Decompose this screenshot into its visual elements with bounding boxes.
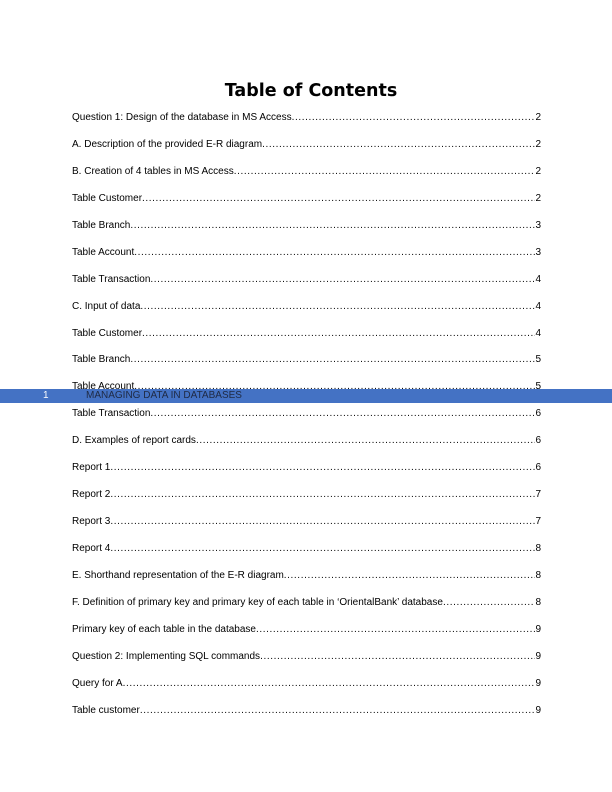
toc-entry[interactable] <box>72 650 541 677</box>
toc-entry-text: Report 4 <box>72 543 111 554</box>
dot-leader <box>110 461 535 475</box>
toc-entry-text: D. Examples of report cards <box>72 435 196 447</box>
toc-entry[interactable] <box>72 111 541 138</box>
toc-entry[interactable] <box>72 677 541 704</box>
toc-entry-page: 6 <box>535 435 541 447</box>
toc-entry-text: Query for A <box>72 677 123 689</box>
toc-entry[interactable] <box>72 138 541 165</box>
dot-leader <box>140 704 536 718</box>
dot-leader <box>123 677 536 691</box>
dot-leader <box>110 515 535 529</box>
dot-leader <box>110 542 535 556</box>
toc-entry-page: 7 <box>535 516 541 528</box>
toc-entry-text: Report 1 <box>72 462 111 474</box>
toc-entry-page: 4 <box>535 273 541 285</box>
toc-list <box>72 111 541 731</box>
dot-leader <box>130 353 535 367</box>
toc-title: Table of Contents <box>224 81 398 101</box>
toc-entry-page: 6 <box>535 462 541 474</box>
toc-entry-page: 9 <box>535 677 541 689</box>
running-title: MANAGING DATA IN DATABASES <box>86 390 242 401</box>
dot-leader <box>140 300 535 314</box>
dot-leader <box>134 380 535 394</box>
toc-entry-page: 5 <box>535 354 541 366</box>
dot-leader <box>134 246 535 260</box>
toc-entry-text: Table Transaction <box>72 408 151 420</box>
dot-leader <box>262 138 535 152</box>
toc-entry-text: Report 2 <box>72 489 111 501</box>
toc-entry-text: A. Description of the provided E-R diagram <box>72 138 263 150</box>
toc-entry[interactable] <box>72 623 541 650</box>
dot-leader <box>142 327 535 341</box>
toc-entry-page: 5 <box>535 381 541 393</box>
toc-entry[interactable] <box>72 542 541 569</box>
toc-entry-page: 4 <box>535 300 541 312</box>
toc-entry-text: F. Definition of primary key and primary key of each table in ‘OrientalBank’ database <box>72 596 443 608</box>
toc-entry[interactable] <box>72 407 541 434</box>
toc-entry[interactable] <box>72 488 541 515</box>
toc-entry[interactable] <box>72 273 541 300</box>
toc-entry-page: 9 <box>535 650 541 662</box>
toc-entry-page: 8 <box>535 569 541 581</box>
dot-leader <box>260 650 535 664</box>
toc-entry[interactable] <box>72 165 541 192</box>
toc-entry[interactable] <box>72 704 541 731</box>
toc-entry-page: 4 <box>535 327 541 339</box>
dot-leader <box>284 569 536 583</box>
toc-entry-page: 6 <box>535 408 541 420</box>
toc-entry[interactable] <box>72 300 541 327</box>
toc-entry-page: 3 <box>535 219 541 231</box>
toc-entry-page: 3 <box>535 246 541 258</box>
toc-entry-text: Report 3 <box>72 516 111 528</box>
toc-entry-text: Table Transaction <box>72 273 151 285</box>
toc-entry-page: 2 <box>535 138 541 150</box>
dot-leader <box>196 434 536 448</box>
toc-entry-page: 9 <box>535 623 541 635</box>
toc-entry[interactable] <box>72 246 541 273</box>
toc-entry[interactable] <box>72 569 541 596</box>
toc-entry-text: Table Branch <box>72 219 131 231</box>
toc-entry-text: B. Creation of 4 tables in MS Access <box>72 165 234 177</box>
dot-leader <box>150 273 535 287</box>
toc-entry[interactable] <box>72 353 541 380</box>
toc-entry-page: 8 <box>535 543 541 554</box>
dot-leader <box>292 111 536 125</box>
toc-entry-page: 7 <box>535 489 541 501</box>
toc-entry[interactable] <box>72 461 541 488</box>
toc-entry-text: Table Branch <box>72 354 131 366</box>
toc-entry[interactable] <box>72 515 541 542</box>
dot-leader <box>110 488 535 502</box>
toc-entry-page: 2 <box>535 192 541 204</box>
dot-leader <box>150 407 535 421</box>
toc-entry-page: 2 <box>535 165 541 177</box>
toc-entry[interactable] <box>72 219 541 246</box>
toc-entry[interactable] <box>72 192 541 219</box>
toc-entry-page: 8 <box>535 596 541 608</box>
dot-leader <box>256 623 535 637</box>
toc-entry-text: Table Account <box>72 381 135 393</box>
page-number: 1 <box>43 390 49 401</box>
toc-entry[interactable] <box>72 596 541 623</box>
toc-entry[interactable] <box>72 434 541 461</box>
toc-entry-text: Table Account <box>72 246 135 258</box>
toc-entry-text: Table Customer <box>72 192 143 204</box>
toc-entry-text: Question 1: Design of the database in MS Access <box>72 112 292 123</box>
toc-entry-text: C. Input of data <box>72 300 141 312</box>
dot-leader <box>142 192 535 206</box>
toc-entry[interactable] <box>72 327 541 354</box>
toc-entry-page: 2 <box>535 112 541 123</box>
dot-leader <box>443 596 536 610</box>
toc-entry-text: Table customer <box>72 704 140 716</box>
toc-entry[interactable] <box>72 380 541 407</box>
dot-leader <box>234 165 536 179</box>
toc-entry-text: E. Shorthand representation of the E-R diagram <box>72 569 284 581</box>
toc-entry-text: Question 2: Implementing SQL commands <box>72 650 261 662</box>
toc-entry-page: 9 <box>535 704 541 716</box>
toc-entry-text: Table Customer <box>72 327 143 339</box>
dot-leader <box>130 219 535 233</box>
toc-entry-text: Primary key of each table in the database <box>72 623 256 635</box>
